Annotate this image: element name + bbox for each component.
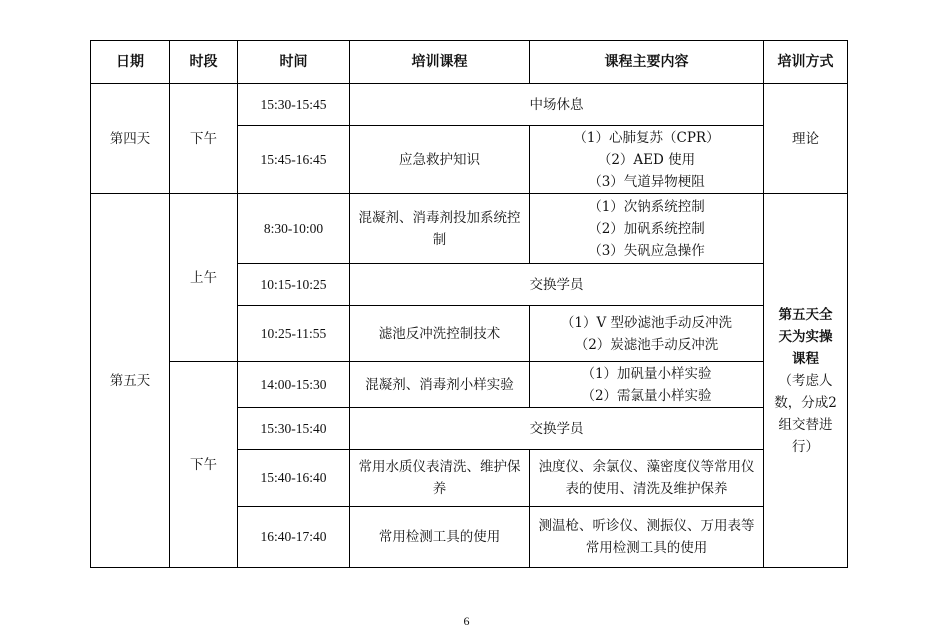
content-cell <box>530 362 764 408</box>
table-row <box>91 84 848 126</box>
course-cell: 常用水质仪表清洗、维护保养 <box>350 450 530 507</box>
header-time: 时间 <box>238 41 350 84</box>
day5-date: 第五天 <box>91 194 170 568</box>
course-cell: 应急救护知识 <box>350 126 530 194</box>
training-schedule-table <box>90 40 848 568</box>
day5-afternoon-period: 下午 <box>170 362 238 568</box>
content-line: （2）加矾系统控制 <box>588 220 705 237</box>
time-cell: 10:15-10:25 <box>238 264 350 306</box>
merged-cell: 交换学员 <box>350 264 764 306</box>
method-bold-text: 第五天全天为实操课程 <box>778 306 833 367</box>
content-line: （1）V 型砂滤池手动反冲洗 <box>560 314 733 331</box>
day4-date: 第四天 <box>91 84 170 194</box>
header-course: 培训课程 <box>350 41 530 84</box>
course-cell: 混凝剂、消毒剂小样实验 <box>350 362 530 408</box>
time-cell: 10:25-11:55 <box>238 306 350 362</box>
content-line: （1）心肺复苏（CPR） <box>573 129 720 146</box>
content-cell: 测温枪、听诊仪、测振仪、万用表等常用检测工具的使用 <box>530 507 764 568</box>
header-period: 时段 <box>170 41 238 84</box>
method-note-text: （考虑人数，分成2组交替进行） <box>774 372 837 455</box>
header-date: 日期 <box>91 41 170 84</box>
content-line: （2）炭滤池手动反冲洗 <box>574 336 719 353</box>
header-method: 培训方式 <box>764 41 848 84</box>
time-cell: 15:40-16:40 <box>238 450 350 507</box>
course-cell: 滤池反冲洗控制技术 <box>350 306 530 362</box>
day4-period: 下午 <box>170 84 238 194</box>
content-cell <box>530 306 764 362</box>
time-cell: 16:40-17:40 <box>238 507 350 568</box>
content-line: （1）次钠系统控制 <box>588 198 705 215</box>
merged-cell: 中场休息 <box>350 84 764 126</box>
header-content: 课程主要内容 <box>530 41 764 84</box>
merged-cell: 交换学员 <box>350 408 764 450</box>
time-cell: 8:30-10:00 <box>238 194 350 264</box>
content-line: （1）加矾量小样实验 <box>581 365 712 382</box>
time-cell: 15:30-15:45 <box>238 84 350 126</box>
course-cell: 常用检测工具的使用 <box>350 507 530 568</box>
day4-method: 理论 <box>764 84 848 194</box>
content-cell <box>530 126 764 194</box>
table-row <box>91 362 848 408</box>
content-line: （2）需氯量小样实验 <box>581 387 712 404</box>
page-number: 6 <box>463 614 470 628</box>
content-line: （2）AED 使用 <box>597 151 696 168</box>
content-cell: 浊度仪、余氯仪、藻密度仪等常用仪表的使用、清洗及维护保养 <box>530 450 764 507</box>
time-cell: 15:45-16:45 <box>238 126 350 194</box>
time-cell: 15:30-15:40 <box>238 408 350 450</box>
content-cell <box>530 194 764 264</box>
table-row <box>91 194 848 264</box>
header-row <box>91 41 848 84</box>
day5-morning-period: 上午 <box>170 194 238 362</box>
content-line: （3）气道异物梗阻 <box>588 173 705 190</box>
course-cell: 混凝剂、消毒剂投加系统控制 <box>350 194 530 264</box>
time-cell: 14:00-15:30 <box>238 362 350 408</box>
content-line: （3）失矾应急操作 <box>588 242 705 259</box>
day5-method <box>764 194 848 568</box>
